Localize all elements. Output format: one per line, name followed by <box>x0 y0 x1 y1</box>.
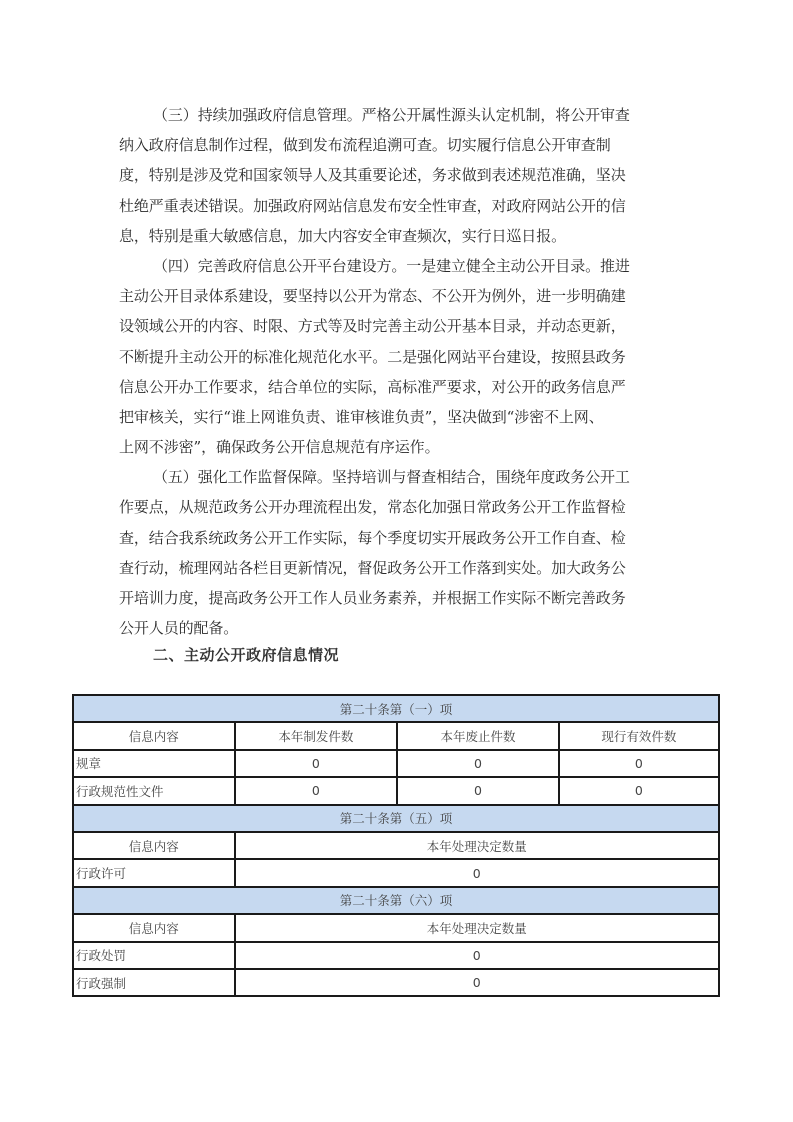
text-line: 开培训力度，提高政务公开工作人员业务素养，并根据工作实际不断完善政务 <box>119 589 626 607</box>
cell-value: 0 <box>397 777 559 804</box>
paragraph-5 <box>119 462 679 643</box>
column-header: 信息内容 <box>73 832 235 859</box>
text-line: （四）完善政府信息公开平台建设方。一是建立健全主动公开目录。推进 <box>153 256 630 275</box>
row-label: 行政许可 <box>73 859 235 886</box>
table-header-row <box>73 832 719 859</box>
text-line: 查，结合我系统政务公开工作实际，每个季度切实开展政务公开工作自查、检 <box>119 528 626 547</box>
disclosure-table <box>72 694 720 997</box>
body-text <box>119 100 679 643</box>
text-line: 上网不涉密”，确保政务公开信息规范有序运作。 <box>119 438 440 457</box>
text-line: （三）持续加强政府信息管理。严格公开属性源头认定机制，将公开审查 <box>153 106 630 124</box>
column-header: 信息内容 <box>73 722 235 749</box>
table-row <box>73 750 719 777</box>
cell-value: 0 <box>235 859 720 886</box>
table-row <box>73 969 719 996</box>
text-line: 息，特别是重大敏感信息，加大内容安全审查频次，实行日巡日报。 <box>119 226 567 245</box>
text-line: 主动公开目录体系建设，要坚持以公开为常态、不公开为例外，进一步明确建 <box>119 287 626 306</box>
text-line: （五）强化工作监督保障。坚持培训与督查相结合，围绕年度政务公开工 <box>153 468 630 487</box>
row-label: 行政处罚 <box>73 942 235 969</box>
column-header: 本年处理决定数量 <box>235 914 720 941</box>
paragraph-3 <box>119 100 679 251</box>
column-header: 本年废止件数 <box>397 722 559 749</box>
cell-value: 0 <box>559 750 719 777</box>
section-title: 第二十条第（六）项 <box>73 887 719 914</box>
section-heading: 二、主动公开政府信息情况 <box>153 646 340 664</box>
row-label: 行政规范性文件 <box>73 777 235 804</box>
row-label: 规章 <box>73 750 235 777</box>
section-title-row <box>73 695 719 722</box>
text-line: 纳入政府信息制作过程，做到发布流程追溯可查。切实履行信息公开审查制 <box>119 136 611 155</box>
cell-value: 0 <box>235 942 720 969</box>
section-title: 第二十条第（一）项 <box>73 695 719 722</box>
section-title-row <box>73 887 719 914</box>
column-header: 本年制发件数 <box>235 722 398 749</box>
paragraph-4 <box>119 251 679 462</box>
column-header: 信息内容 <box>73 914 235 941</box>
text-line: 查行动，梳理网站各栏目更新情况，督促政务公开工作落到实处。加大政务公 <box>119 558 626 577</box>
table-row <box>73 777 719 804</box>
row-label: 行政强制 <box>73 969 235 996</box>
table-header-row <box>73 722 719 749</box>
column-header: 本年处理决定数量 <box>235 832 720 859</box>
section-title: 第二十条第（五）项 <box>73 805 719 832</box>
text-line: 信息公开办工作要求，结合单位的实际，高标准严要求，对公开的政务信息严 <box>119 377 626 396</box>
text-line: 设领域公开的内容、时限、方式等及时完善主动公开基本目录，并动态更新， <box>119 317 626 336</box>
text-line: 公开人员的配备。 <box>119 619 239 638</box>
text-line: 度，特别是涉及党和国家领导人及其重要论述，务求做到表述规范准确，坚决 <box>119 166 626 185</box>
cell-value: 0 <box>235 777 398 804</box>
text-line: 把审核关，实行“谁上网谁负责、谁审核谁负责”，坚决做到“涉密不上网、 <box>119 407 604 426</box>
column-header: 现行有效件数 <box>559 722 719 749</box>
table-header-row <box>73 914 719 941</box>
text-line: 杜绝严重表述错误。加强政府网站信息发布安全性审查，对政府网站公开的信 <box>119 196 626 215</box>
text-line: 不断提升主动公开的标准化规范化水平。二是强化网站平台建设，按照县政务 <box>119 347 626 366</box>
section-title-row <box>73 805 719 832</box>
table-row <box>73 859 719 886</box>
table-row <box>73 942 719 969</box>
cell-value: 0 <box>397 750 559 777</box>
text-line: 作要点，从规范政务公开办理流程出发，常态化加强日常政务公开工作监督检 <box>119 498 626 517</box>
cell-value: 0 <box>559 777 719 804</box>
cell-value: 0 <box>235 969 720 996</box>
cell-value: 0 <box>235 750 398 777</box>
